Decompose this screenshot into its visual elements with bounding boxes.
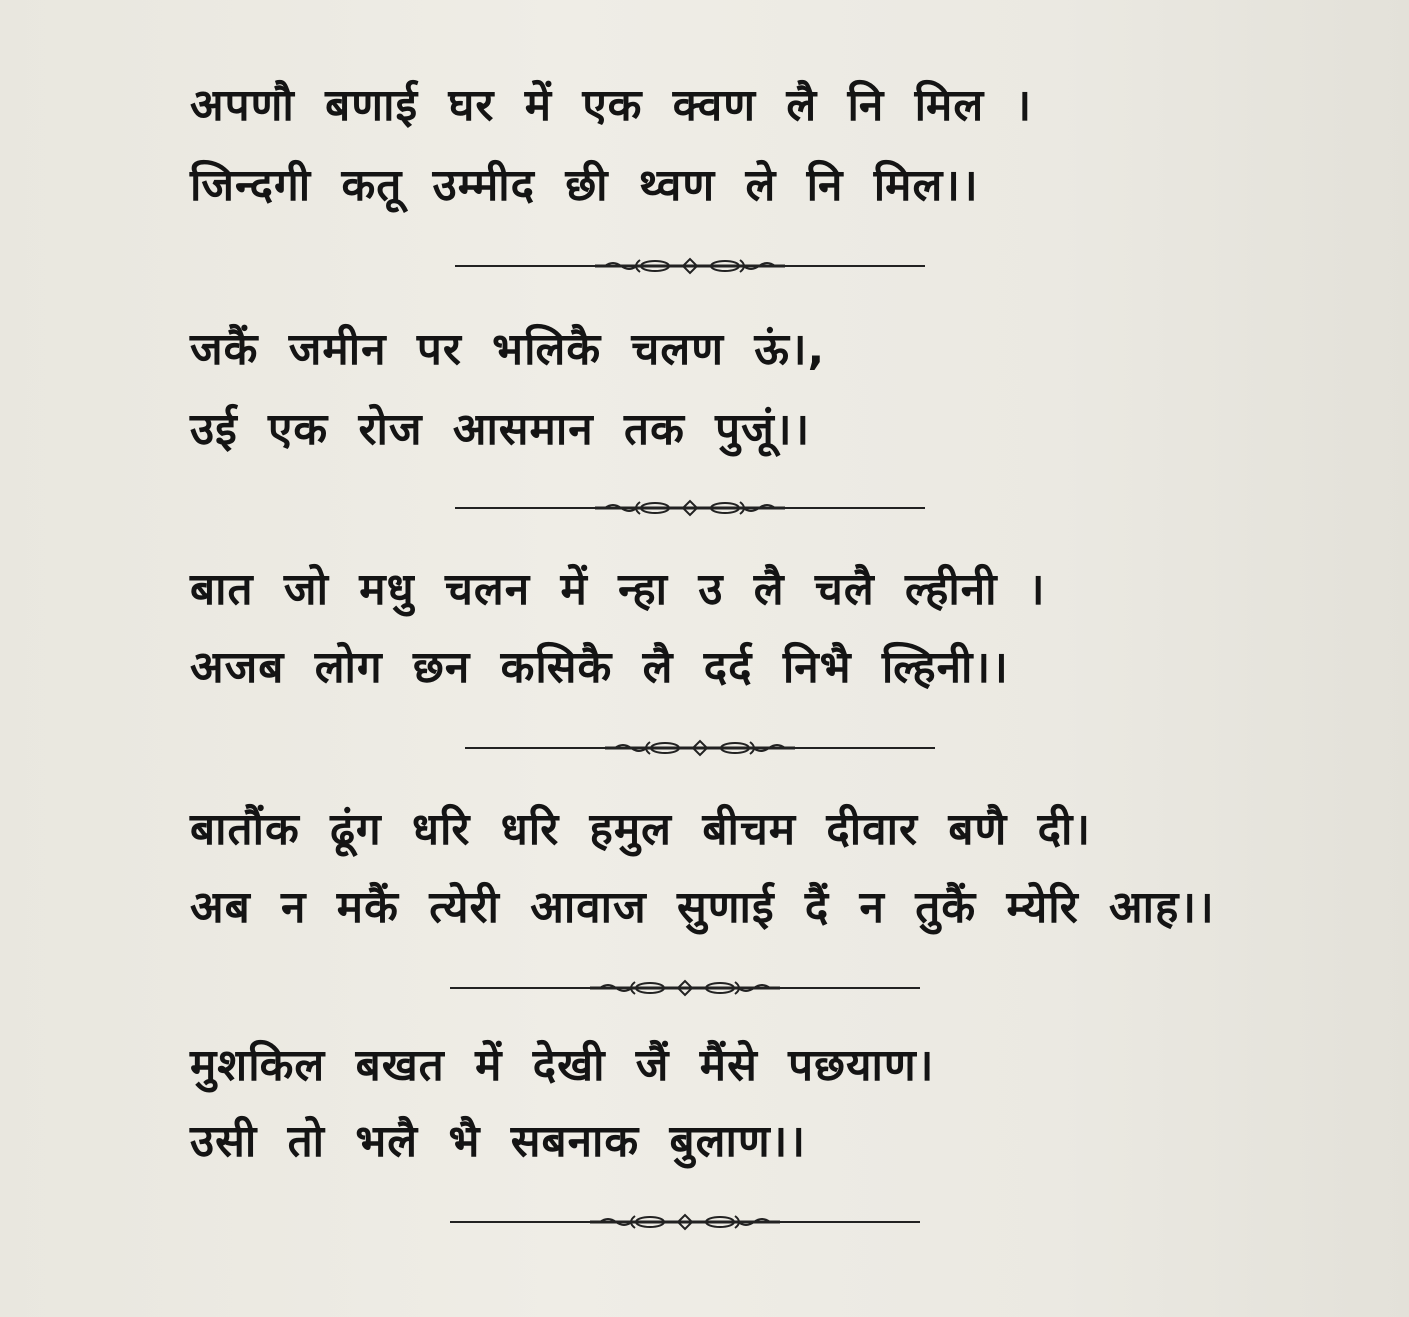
ornamental-divider-icon [465, 736, 935, 760]
stanza-3-line-2: अजब लोग छन कसिकै लै दर्द निभै ल्हिनी।। [190, 642, 1009, 693]
stanza-1-line-2: जिन्दगी कतू उम्मीद छी थ्वण ले नि मिल।। [190, 160, 979, 211]
stanza-1-line-1: अपणौ बणाई घर में एक क्वण लै नि मिल । [190, 80, 1033, 131]
stanza-2-line-2: उई एक रोज आसमान तक पुजूं।। [190, 404, 811, 455]
ornamental-divider-icon [455, 254, 925, 278]
stanza-4-line-1: बातौंक ढूंग धरि धरि हमुल बीचम दीवार बणै दी। [190, 804, 1092, 855]
stanza-3-line-1: बात जो मधु चलन में न्हा उ लै चलै ल्हीनी । [190, 564, 1046, 615]
ornamental-divider-icon [455, 496, 925, 520]
stanza-2-line-1: जकैं जमीन पर भलिकै चलण ऊं।, [190, 324, 826, 375]
stanza-5-line-1: मुशकिल बखत में देखी जैं मैंसे पछयाण। [190, 1040, 935, 1091]
ornamental-divider-icon [450, 976, 920, 1000]
stanza-5-line-2: उसी तो भलै भै सबनाक बुलाण।। [190, 1116, 807, 1167]
stanza-4-line-2: अब न मकैं त्येरी आवाज सुणाई दैं न तुकैं म्येरि आह।। [190, 882, 1215, 933]
ornamental-divider-icon [450, 1210, 920, 1234]
